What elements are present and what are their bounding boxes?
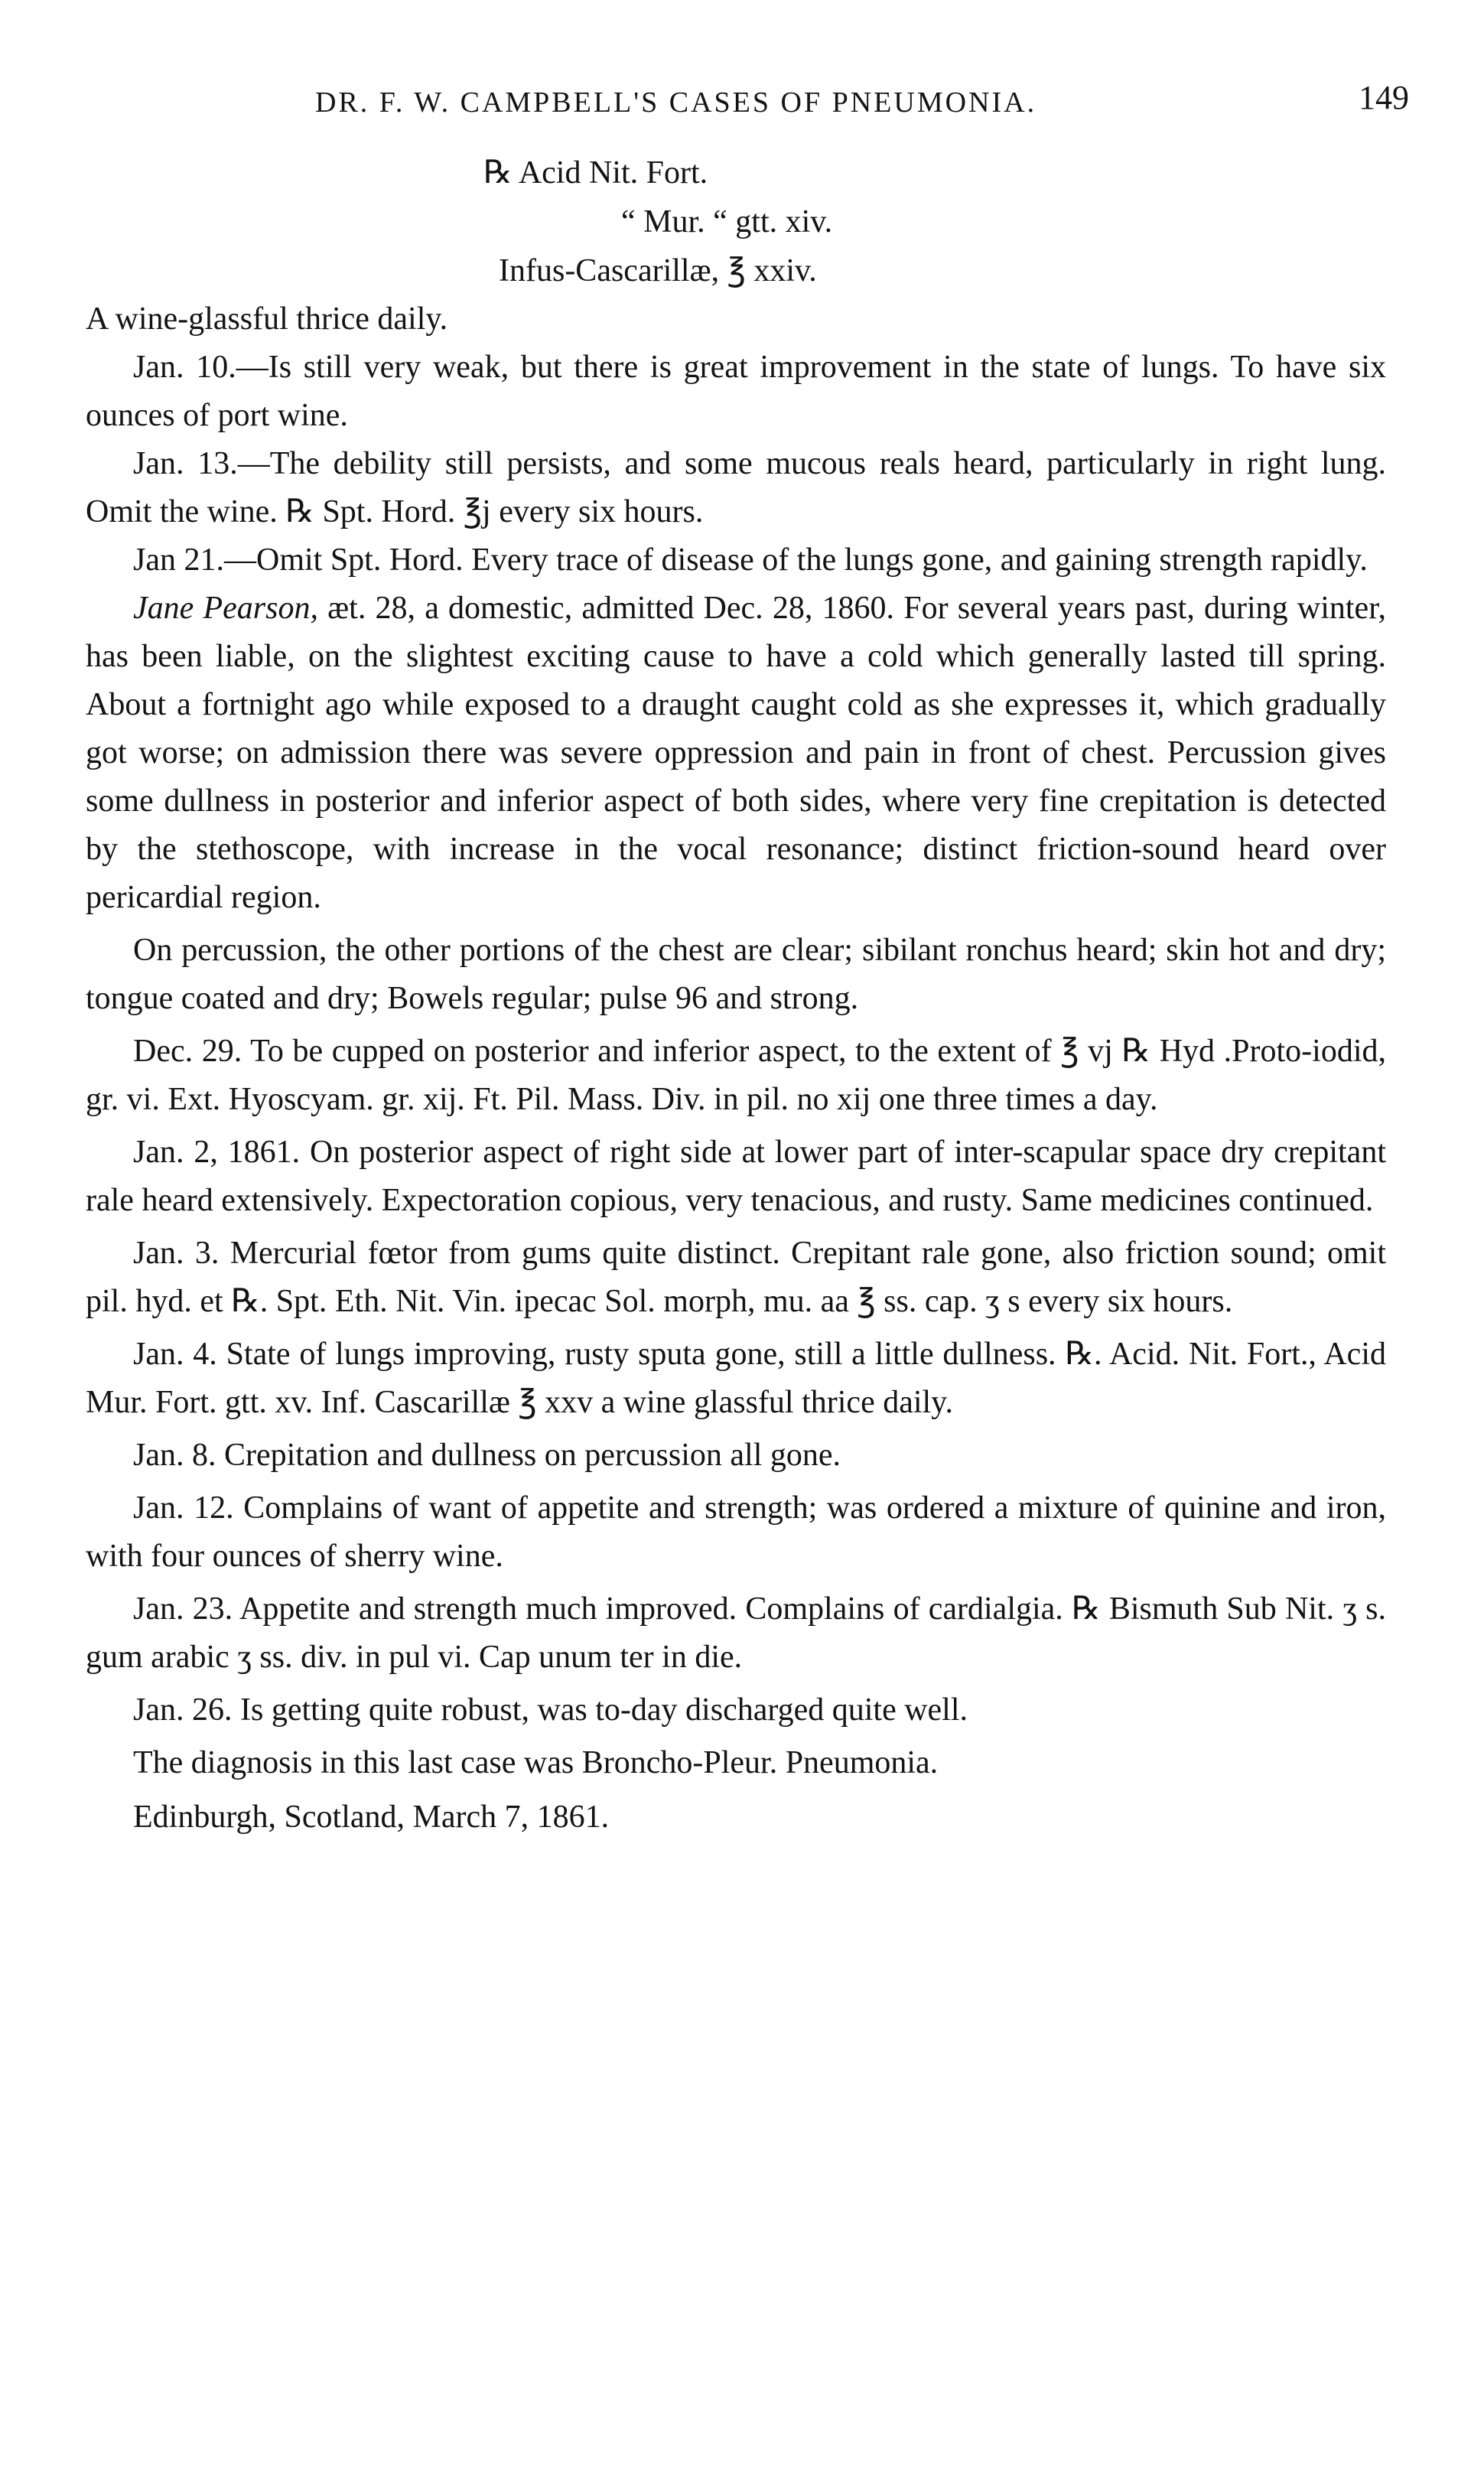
paragraph-jan-12: Jan. 12. Complains of want of appetite and strength; was ordered a mixture of quinine and iron, with four ounces of sherry wine. xyxy=(86,1490,1386,1574)
case-history-text: æt. 28, a domestic, admitted Dec. 28, 1860. For several years past, during winter, has been liable, on the slightest exciting cause to have a cold which generally lasted till spring. About a fortnight ago while exposed to a draught caught cold as she expresses it, which gradually got worse; on admission there was severe oppression and pain in front of chest. Percussion gives some dullness in posterior and inferior aspect of both sides, where very fine crepitation is detected by the stethoscope, with increase in the vocal resonance; distinct friction-sound heard over pericardial region. xyxy=(86,591,1386,915)
page-number: 149 xyxy=(1359,79,1409,116)
paragraph-dateline: Edinburgh, Scotland, March 7, 1861. xyxy=(133,1800,610,1835)
paragraph-jan-13: Jan. 13.—The debility still persists, and some mucous reals heard, particularly in right lung. Omit the wine. ℞ Spt. Hord. ℥j every six hours. xyxy=(86,446,1386,529)
running-title: DR. F. W. CAMPBELL'S CASES OF PNEUMONIA. xyxy=(315,86,1037,119)
page-body xyxy=(86,70,1409,1842)
prescription-line-2: “ Mur. “ gtt. xiv. xyxy=(621,204,833,239)
paragraph-percussion: On percussion, the other portions of the chest are clear; sibilant ronchus heard; skin hot and dry; tongue coated and dry; Bowels regular; pulse 96 and strong. xyxy=(86,933,1386,1016)
paragraph-jan-26: Jan. 26. Is getting quite robust, was to-day discharged quite well. xyxy=(133,1692,968,1728)
running-head xyxy=(86,70,1409,139)
prescription-block xyxy=(86,148,1386,295)
paragraph-jan-4: Jan. 4. State of lungs improving, rusty sputa gone, still a little dullness. ℞. Acid. Nit. Fort., Acid Mur. Fort. gtt. xv. Inf. Cascarillæ ℥ xxv a wine glassful thrice daily. xyxy=(86,1337,1386,1420)
prescription-line-1: ℞ Acid Nit. Fort. xyxy=(483,155,708,191)
paragraph-dosage: A wine-glassful thrice daily. xyxy=(86,301,448,337)
paragraph-jan-8: Jan. 8. Crepitation and dullness on percussion all gone. xyxy=(133,1438,841,1473)
paragraph-jan-21: Jan 21.—Omit Spt. Hord. Every trace of disease of the lungs gone, and gaining strength rapidly. xyxy=(133,542,1368,578)
paragraph-jan-2: Jan. 2, 1861. On posterior aspect of right side at lower part of inter-scapular space dry crepitant rale heard extensively. Expectoration copious, very tenacious, and rusty. Same medicines continued. xyxy=(86,1135,1386,1218)
prescription-line-3: Infus-Cascarillæ, ℥ xxiv. xyxy=(499,253,817,288)
paragraph-jan-3: Jan. 3. Mercurial fœtor from gums quite distinct. Crepitant rale gone, also friction sound; omit pil. hyd. et ℞. Spt. Eth. Nit. Vin. ipecac Sol. morph, mu. aa ℥ ss. cap. ʒ s every six hours. xyxy=(86,1236,1386,1319)
paragraph-diagnosis: The diagnosis in this last case was Broncho-Pleur. Pneumonia. xyxy=(133,1745,939,1780)
paragraph-dec-29: Dec. 29. To be cupped on posterior and inferior aspect, to the extent of ℥ vj ℞ Hyd .Proto-iodid, gr. vi. Ext. Hyoscyam. gr. xij. Ft. Pil. Mass. Div. in pil. no xij one three times a day. xyxy=(86,1034,1386,1117)
paragraph-jan-23: Jan. 23. Appetite and strength much improved. Complains of cardialgia. ℞ Bismuth Sub Nit. ʒ s. gum arabic ʒ ss. div. in pul vi. Cap unum ter in die. xyxy=(86,1591,1386,1675)
paragraph-case-jane-pearson xyxy=(86,585,1386,922)
patient-name: Jane Pearson, xyxy=(133,591,318,626)
paragraph-jan-10: Jan. 10.—Is still very weak, but there is great improvement in the state of lungs. To have six ounces of port wine. xyxy=(86,350,1386,433)
